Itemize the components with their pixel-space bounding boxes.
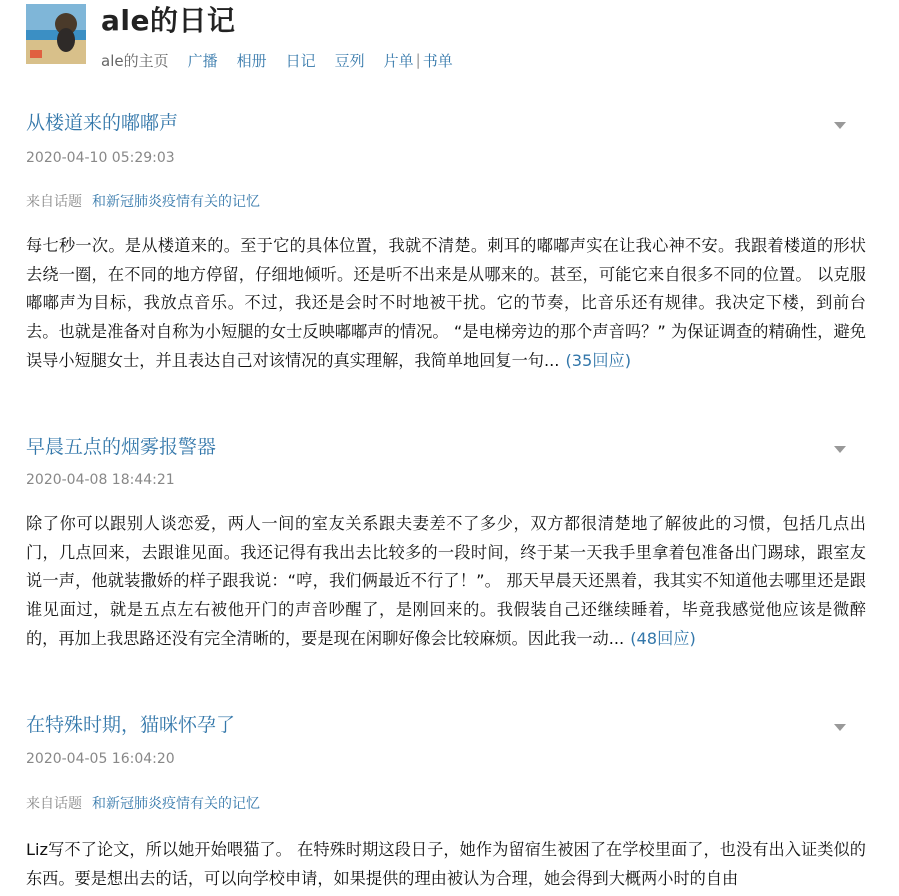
topic-label: 来自话题 xyxy=(26,796,82,812)
site-title: ale的日记 xyxy=(101,4,236,37)
entry-excerpt: Liz写不了论文，所以她开始喂猫了。 在特殊时期这段日子，她作为留宿生被困了在学校里面了，也没有出入证类似的东西。要是想出去的话，可以向学校申请，如果提供的理由被认为合理，她会得到大概两小时的自由 xyxy=(26,840,866,888)
nav-separator: | xyxy=(415,51,421,69)
nav-album[interactable]: 相册 xyxy=(236,51,267,70)
entry-topic xyxy=(26,794,260,814)
nav-doulist[interactable]: 豆列 xyxy=(334,51,365,70)
nav-movie-list[interactable]: 片单 xyxy=(383,51,414,70)
entry-excerpt: 除了你可以跟别人谈恋爱，两人一间的室友关系跟夫妻差不了多少，双方都很清楚地了解彼此的习惯，包括几点出门，几点回来，去跟谁见面。我还记得有我出去比较多的一段时间，终于某一天我手里拿着包准备出门踢球，跟室友说一声，他就装撒娇的样子跟我说：“哼，我们俩最近不行了！”。 那天早晨天还黑着，我其实不知道他去哪里还是跟谁见面过，就是五点左右被他开门的声音吵醒了，是刚回来的。我假装自己还继续睡着，毕竟我感觉他应该是微醉的，再加上我思路还没有完全清晰的，要是现在闲聊好像会比较麻烦。因此我一动... xyxy=(26,514,866,648)
entry-date: 2020-04-08 18:44:21 xyxy=(26,472,175,488)
entry-body xyxy=(26,836,866,893)
reply-count-link[interactable]: (35回应) xyxy=(565,350,632,370)
caret-down-icon[interactable] xyxy=(833,444,847,454)
nav-diary[interactable]: 日记 xyxy=(285,51,316,70)
entry-body xyxy=(26,232,866,376)
site-header xyxy=(26,0,886,80)
entry-date: 2020-04-10 05:29:03 xyxy=(26,150,175,166)
caret-down-icon[interactable] xyxy=(833,722,847,732)
topic-label: 来自话题 xyxy=(26,194,82,210)
nav-book-list[interactable]: 书单 xyxy=(422,51,453,70)
reply-count-link[interactable]: (48回应) xyxy=(630,628,696,648)
entry-topic xyxy=(26,192,260,212)
nav-broadcast[interactable]: 广播 xyxy=(187,51,218,70)
caret-down-icon[interactable] xyxy=(833,120,847,130)
entry-excerpt: 每七秒一次。是从楼道来的。至于它的具体位置，我就不清楚。刺耳的嘟嘟声实在让我心神不安。我跟着楼道的形状去绕一圈，在不同的地方停留，仔细地倾听。还是听不出来是从哪来的。甚至，可能它来自很多不同的位置。 以克服嘟嘟声为目标，我放点音乐。不过，我还是会时不时地被干扰。它的节奏，比音乐还有规律。我决定下楼，到前台去。也就是准备对自称为小短腿的女士反映嘟嘟声的情况。 “是电梯旁边的那个声音吗？” 为保证调查的精确性，避免误导小短腿女士，并且表达自己对该情况的真实理解，我简单地回复一句... xyxy=(26,236,866,370)
entry-title[interactable]: 在特殊时期，猫咪怀孕了 xyxy=(26,714,236,736)
topic-link[interactable]: 和新冠肺炎疫情有关的记忆 xyxy=(92,194,260,210)
entry-title[interactable]: 从楼道来的嘟嘟声 xyxy=(26,112,179,134)
avatar[interactable] xyxy=(26,4,86,64)
entry-body xyxy=(26,510,866,654)
entry-date: 2020-04-05 16:04:20 xyxy=(26,751,175,767)
nav-home[interactable]: ale的主页 xyxy=(101,51,169,70)
entry-title[interactable]: 早晨五点的烟雾报警器 xyxy=(26,436,217,458)
site-nav xyxy=(101,49,453,71)
topic-link[interactable]: 和新冠肺炎疫情有关的记忆 xyxy=(92,796,260,812)
